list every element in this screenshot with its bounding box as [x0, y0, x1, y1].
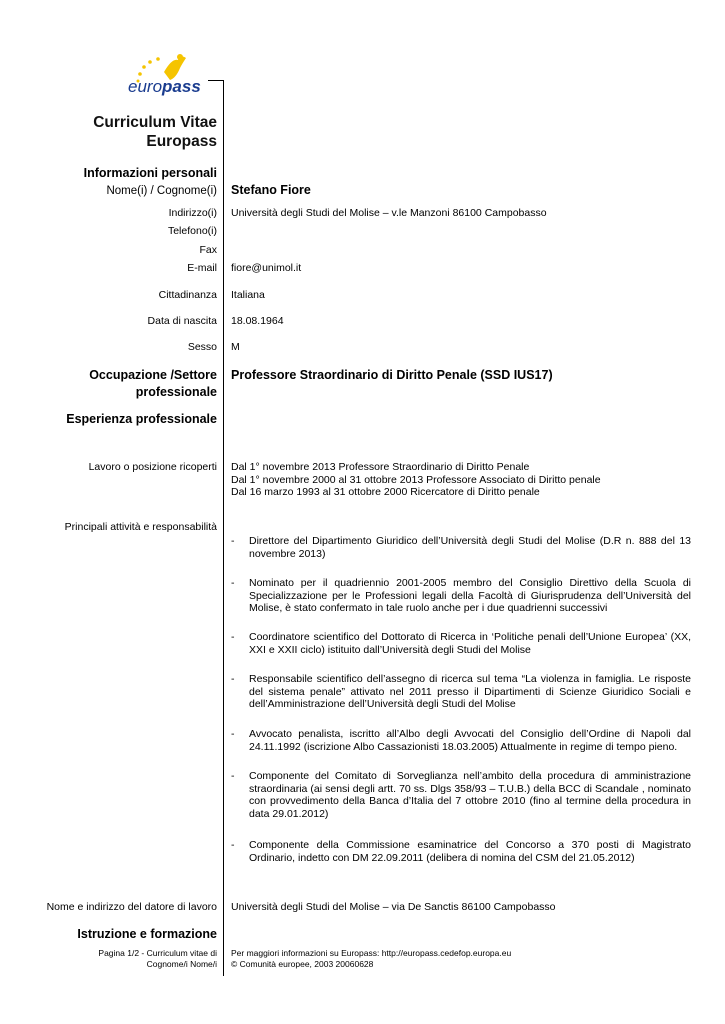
phone-label: Telefono(i)	[167, 225, 217, 237]
activity-text: Componente del Comitato di Sorveglianza nell’ambito della procedura di amministrazione straordinaria (ai sensi degli artt. 70 ss. Dlgs 358/93 – T.U.B.) della BCC di Scandale , nominato con provvedimento della Banca d’Italia del 7 ottobre 2010 (fino al termine della procedura in data 29.01.2012)	[249, 770, 691, 820]
activity-item	[231, 673, 691, 711]
dash-bullet: -	[231, 673, 235, 685]
email-value: fiore@unimol.it	[231, 262, 302, 274]
activity-item	[231, 631, 691, 656]
footer-page: Pagina 1/2 - Curriculum vitae di	[98, 948, 217, 958]
occupation-value: Professore Straordinario di Diritto Penale (SSD IUS17)	[231, 368, 553, 382]
citizenship-label: Cittadinanza	[158, 289, 217, 301]
europass-logo	[120, 50, 220, 100]
dash-bullet: -	[231, 577, 235, 589]
activity-text: Coordinatore scientifico del Dottorato di Ricerca in ‘Politiche penali dell’Unione Europea’ (XX, XXI e XXII ciclo) istituito dall’Università degli Studi del Molise	[249, 631, 691, 656]
footer-copyright: © Comunità europee, 2003 20060628	[231, 959, 374, 969]
address-label: Indirizzo(i)	[168, 207, 217, 219]
dash-bullet: -	[231, 631, 235, 643]
section-experience: Esperienza professionale	[66, 412, 217, 426]
section-education: Istruzione e formazione	[77, 927, 217, 941]
cv-title-line1: Curriculum Vitae	[93, 114, 217, 131]
column-divider	[223, 80, 224, 976]
occupation-label-line1: Occupazione /Settore	[89, 368, 217, 382]
sex-label: Sesso	[187, 341, 217, 353]
section-personal: Informazioni personali	[83, 166, 217, 180]
occupation-label	[89, 367, 217, 401]
footer-info: Per maggiori informazioni su Europass: http://europass.cedefop.europa.eu	[231, 948, 512, 958]
address-value: Università degli Studi del Molise – v.le Manzoni 86100 Campobasso	[231, 207, 547, 219]
activity-text: Responsabile scientifico dell’assegno di ricerca sul tema “La violenza in famiglia. Le risposte del sistema penale” attivato nel 2011 presso il Dipartimenti di Scienze Giuridico Sociali e dell’Amministrazione dell’Università degli Studi del Molise	[249, 673, 691, 710]
job-list	[231, 461, 601, 499]
activity-text: Avvocato penalista, iscritto all’Albo degli Avvocati del Consiglio dell’Ordine di Napoli dal 24.11.1992 (iscrizione Albo Cassazionisti 18.03.2005) Attualmente in regime di tempo pieno.	[249, 728, 691, 753]
footer-right	[231, 948, 511, 970]
employer-value: Università degli Studi del Molise – via De Sanctis 86100 Campobasso	[231, 901, 556, 913]
job-item: Dal 1° novembre 2000 al 31 ottobre 2013 Professore Associato di Diritto penale	[231, 473, 601, 486]
sex-value: M	[231, 341, 240, 353]
footer-name: Cognome/i Nome/i	[146, 959, 217, 969]
name-value: Stefano Fiore	[231, 183, 311, 197]
activity-text: Direttore del Dipartimento Giuridico dell’Università degli Studi del Molise (D.R n. 888 del 13 novembre 2013)	[249, 535, 691, 560]
birth-value: 18.08.1964	[231, 315, 284, 327]
logo-euro: euro	[128, 77, 163, 96]
email-label: E-mail	[187, 262, 217, 274]
birth-label: Data di nascita	[147, 315, 217, 327]
activity-text: Nominato per il quadriennio 2001-2005 membro del Consiglio Direttivo della Scuola di Specializzazione per le Professioni legali della Facoltà di Giurisprudenza dell’Università del Molise, è stato confermato in tale ruolo anche per i due quadrienni successivi	[249, 577, 691, 614]
activity-item	[231, 770, 691, 820]
job-item: Dal 16 marzo 1993 al 31 ottobre 2000 Ricercatore di Diritto penale	[231, 486, 540, 498]
activity-item	[231, 839, 691, 864]
dash-bullet: -	[231, 728, 235, 740]
header-rule	[208, 80, 224, 81]
cv-title	[93, 113, 217, 151]
occupation-label-line2: professionale	[135, 385, 217, 399]
logo-pass: pass	[162, 77, 201, 96]
activity-text: Componente della Commissione esaminatrice del Concorso a 370 posti di Magistrato Ordinario, indetto con DM 22.09.2011 (delibera di nomina del CSM del 21.05.2012)	[249, 839, 691, 864]
dash-bullet: -	[231, 839, 235, 851]
activity-item	[231, 577, 691, 615]
activity-item	[231, 728, 691, 753]
cv-title-line2: Europass	[146, 133, 217, 150]
fax-label: Fax	[199, 244, 217, 256]
activities-label: Principali attività e responsabilità	[64, 521, 217, 533]
citizenship-value: Italiana	[231, 289, 265, 301]
employer-label: Nome e indirizzo del datore di lavoro	[46, 901, 217, 913]
job-item: Dal 1° novembre 2013 Professore Straordinario di Diritto Penale	[231, 461, 530, 473]
job-label: Lavoro o posizione ricoperti	[88, 461, 217, 473]
dash-bullet: -	[231, 535, 235, 547]
dash-bullet: -	[231, 770, 235, 782]
footer-left	[98, 948, 217, 970]
name-label: Nome(i) / Cognome(i)	[106, 185, 217, 197]
activity-item	[231, 535, 691, 560]
